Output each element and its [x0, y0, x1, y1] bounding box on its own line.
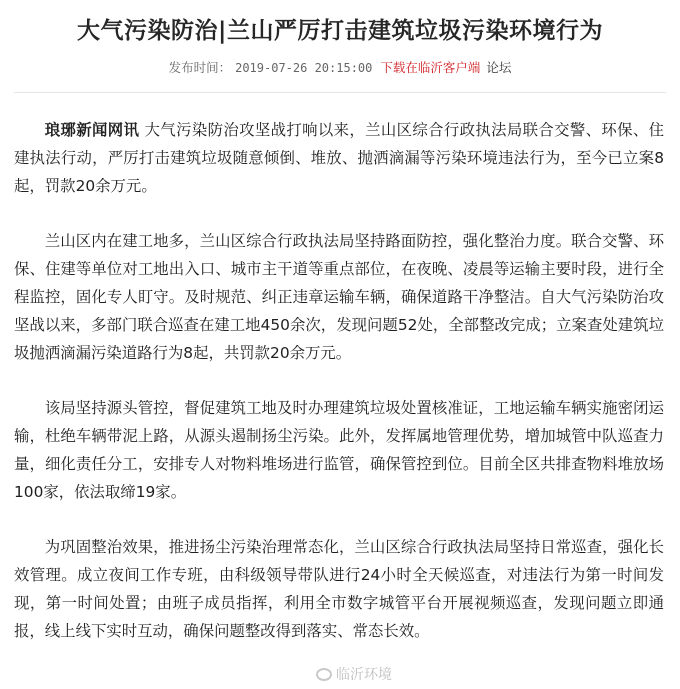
paragraph-2: 兰山区内在建工地多，兰山区综合行政执法局坚持路面防控，强化整治力度。联合交警、环保、住建等单位对工地出入口、城市主干道等重点部位，在夜晚、凌晨等运输主要时段，进行全程监控，固化专人盯守。及时规范、纠正违章运输车辆，确保道路干净整洁。自大气污染防治攻坚战以来，多部门联合巡查在建工地450余次，发现问题52处，全部整改完成；立案查处建筑垃圾抛洒滴漏污染道路行为8起，共罚款20余万元。 — [14, 232, 664, 362]
article-body — [14, 116, 664, 672]
forum-link[interactable]: 论坛 — [486, 60, 512, 75]
article-title: 大气污染防治|兰山严厉打击建筑垃圾污染环境行为 — [77, 18, 603, 44]
header-divider — [14, 92, 666, 93]
download-app-link[interactable]: 下载在临沂客户端 — [380, 60, 481, 75]
paragraph-1 — [14, 116, 664, 200]
news-source: 琅琊新闻网讯 — [44, 121, 140, 139]
weibo-icon — [316, 668, 332, 681]
publish-time: 2019-07-26 20:15:00 — [235, 61, 373, 75]
article-meta — [0, 58, 680, 76]
weibo-watermark — [316, 664, 392, 684]
watermark-text: 临沂环境 — [336, 667, 392, 683]
paragraph-text: 大气污染防治攻坚战打响以来，兰山区综合行政执法局联合交警、环保、住建执法行动，严厉打击建筑垃圾随意倾倒、堆放、抛洒滴漏等污染环境违法行为，至今已立案8起，罚款20余万元。 — [14, 121, 664, 195]
paragraph-4: 为巩固整治效果，推进扬尘污染治理常态化，兰山区综合行政执法局坚持日常巡查，强化长效管理。成立夜间工作专班，由科级领导带队进行24小时全天候巡查，对违法行为第一时间发现，第一时间处置；由班子成员指挥，利用全市数字城管平台开展视频巡查，发现问题立即通报，线上线下实时互动，确保问题整改得到落实、常态长效。 — [14, 538, 664, 640]
publish-label: 发布时间： — [168, 60, 232, 75]
paragraph-3: 该局坚持源头管控，督促建筑工地及时办理建筑垃圾处置核准证，工地运输车辆实施密闭运输，杜绝车辆带泥上路，从源头遏制扬尘污染。此外，发挥属地管理优势，增加城管中队巡查力量，细化责任分工，安排专人对物料堆场进行监管，确保管控到位。目前全区共排查物料堆放场100家，依法取缔19家。 — [14, 399, 664, 501]
